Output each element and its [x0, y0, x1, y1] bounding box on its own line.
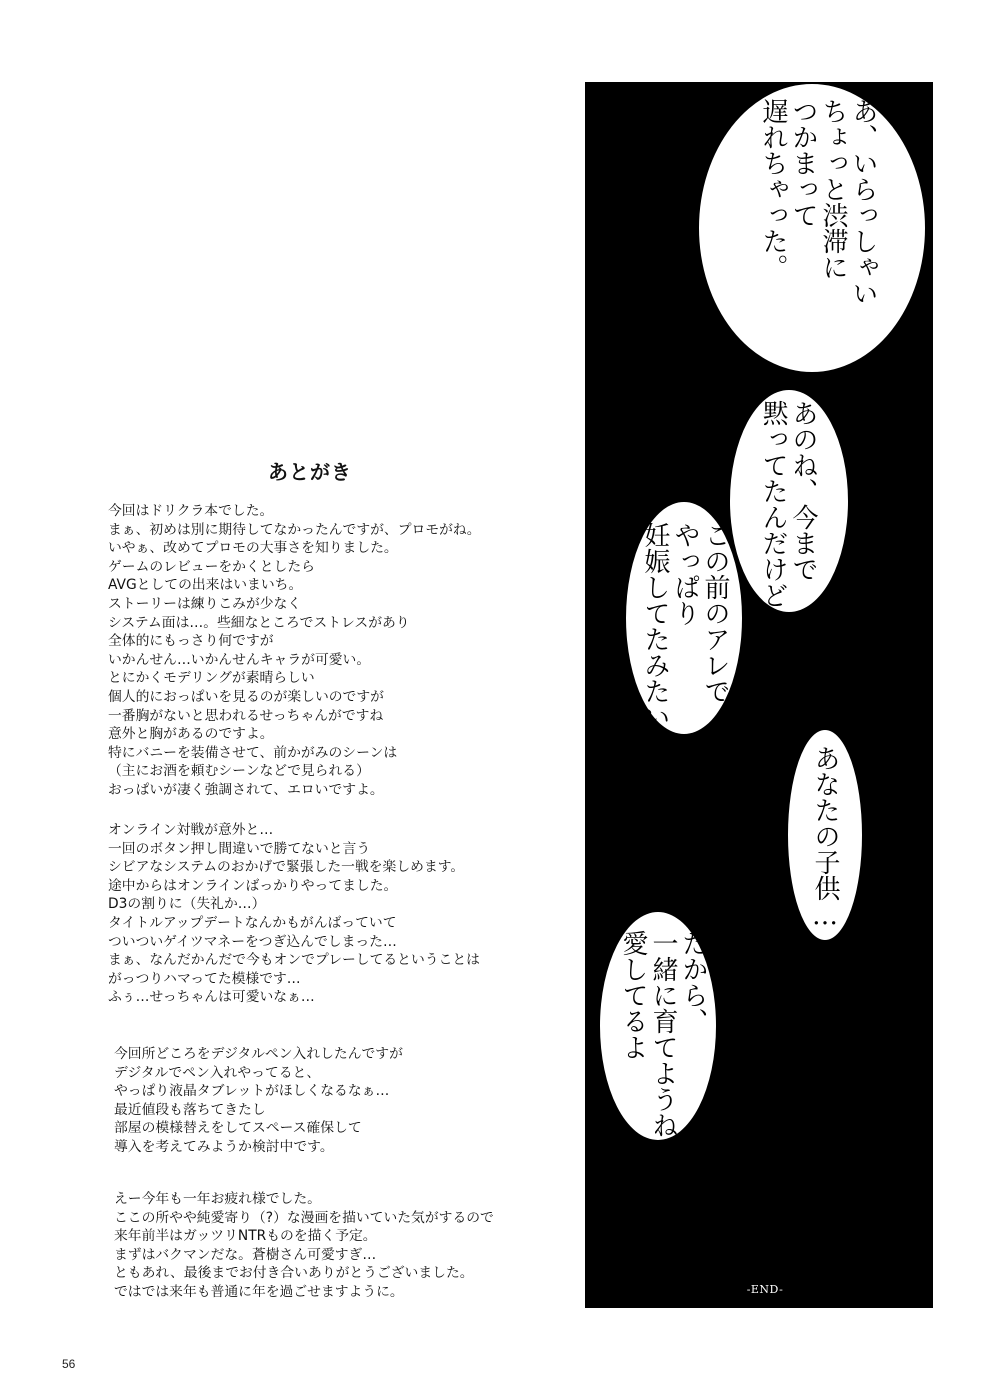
speech-bubble-line: あ、いらっしゃい — [848, 98, 878, 306]
afterword-line: まぁ、初めは別に期待してなかったんですが、プロモがね。 — [108, 521, 481, 538]
afterword-line: とにかくモデリングが素晴らしい — [108, 670, 315, 687]
afterword-line: 来年前半はガッツリNTRものを描く予定。 — [114, 1228, 377, 1245]
afterword-line: デジタルでペン入れやってると、 — [114, 1064, 321, 1081]
afterword-line: おっぱいが凄く強調されて、エロいですよ。 — [108, 781, 384, 798]
speech-bubble-3-text — [640, 522, 730, 760]
afterword-line: 部屋の模様替えをしてスペース確保して — [114, 1120, 362, 1137]
afterword-line: 途中からはオンラインばっかりやってました。 — [108, 877, 398, 894]
afterword-line: 今回はドリクラ本でした。 — [108, 503, 274, 519]
afterword-line: 今回所どころをデジタルペン入れしたんですが — [114, 1046, 403, 1062]
speech-bubble-line: 妊娠してたみたい… — [640, 522, 670, 760]
afterword-line: ついついゲイツマネーをつぎ込んでしまった… — [108, 933, 397, 950]
afterword-line: ではでは来年も普通に年を過ごせますように。 — [114, 1283, 404, 1300]
afterword-line: 導入を考えてみようか検討中です。 — [114, 1138, 334, 1155]
afterword-line: 一回のボタン押し間違いで勝てないと言う — [108, 840, 371, 857]
afterword-line: がっつりハマってた模様です… — [108, 970, 301, 987]
afterword-line: いかんせん…いかんせんキャラが可愛い。 — [108, 651, 371, 668]
afterword-line: いやぁ、改めてプロモの大事さを知りました。 — [108, 540, 398, 557]
afterword-line: システム面は…。些細なところでストレスがあり — [108, 614, 410, 631]
afterword-line: ふぅ…せっちゃんは可愛いなぁ… — [108, 989, 315, 1006]
speech-bubble-line: 遅れちゃった。 — [758, 98, 788, 280]
page-number: 56 — [62, 1357, 76, 1371]
afterword-line: D3の割りに（失礼か…） — [108, 896, 266, 913]
afterword-paragraph-4 — [114, 1190, 554, 1302]
afterword-title: あとがき — [268, 460, 352, 484]
speech-bubble-line: あなたの子供… — [810, 745, 840, 931]
speech-bubble-2-text — [758, 400, 818, 608]
end-label: -END- — [746, 1283, 784, 1296]
afterword-paragraph-3 — [114, 1045, 554, 1157]
speech-bubble-line: あのね、今まで — [788, 400, 818, 582]
afterword-line: まぁ、なんだかんだで今もオンでプレーしてるということは — [108, 952, 480, 969]
afterword-line: ストーリーは練りこみが少なく — [108, 595, 302, 612]
speech-bubble-1-text — [758, 98, 878, 306]
afterword-paragraph-2 — [108, 821, 548, 1007]
speech-bubble-5-text — [618, 930, 708, 1168]
afterword-line: 特にバニーを装備させて、前かがみのシーンは — [108, 744, 398, 761]
afterword-line: ここの所やや純愛寄り（?）な漫画を描いていた気がするので — [114, 1209, 494, 1226]
afterword-line: 一番胸がないと思われるせっちゃんがですね — [108, 707, 384, 724]
afterword-paragraph-1 — [108, 502, 548, 800]
afterword-line: シビアなシステムのおかげで緊張した一戦を楽しめます。 — [108, 859, 465, 876]
speech-bubble-line: つかまって — [788, 98, 818, 228]
afterword-line: AVGとしての出来はいまいち。 — [108, 577, 303, 594]
speech-bubble-line: 一緒に育てようね… — [648, 930, 678, 1168]
afterword-line: えー今年も一年お疲れ様でした。 — [114, 1191, 321, 1207]
afterword-line: ゲームのレビューをかくとしたら — [108, 558, 315, 575]
speech-bubble-line: やっぱり — [670, 522, 700, 626]
afterword-line: 最近値段も落ちてきたし — [114, 1101, 266, 1118]
afterword-line: やっぱり液晶タブレットがほしくなるなぁ… — [114, 1083, 390, 1100]
afterword-line: オンライン対戦が意外と… — [108, 822, 274, 838]
speech-bubble-line: 愛してるよ — [618, 930, 648, 1060]
afterword-line: （主にお酒を頼むシーンなどで見られる） — [108, 763, 370, 780]
afterword-line: まずはバクマンだな。蒼樹さん可愛すぎ… — [114, 1246, 377, 1263]
afterword-line: 個人的におっぱいを見るのが楽しいのですが — [108, 688, 384, 705]
afterword-line: 全体的にもっさり何ですが — [108, 633, 274, 650]
afterword-line: ともあれ、最後までお付き合いありがとうございました。 — [114, 1265, 474, 1282]
speech-bubble-line: ちょっと渋滞に — [818, 98, 848, 280]
afterword-line: タイトルアップデートなんかもがんばっていて — [108, 914, 397, 931]
afterword-line: 意外と胸があるのですよ。 — [108, 726, 274, 743]
speech-bubble-4-text — [810, 745, 840, 931]
speech-bubble-line: 黙ってたんだけど — [758, 400, 788, 608]
speech-bubble-line: だから、 — [678, 930, 708, 1034]
speech-bubble-line: この前のアレで — [700, 522, 730, 704]
